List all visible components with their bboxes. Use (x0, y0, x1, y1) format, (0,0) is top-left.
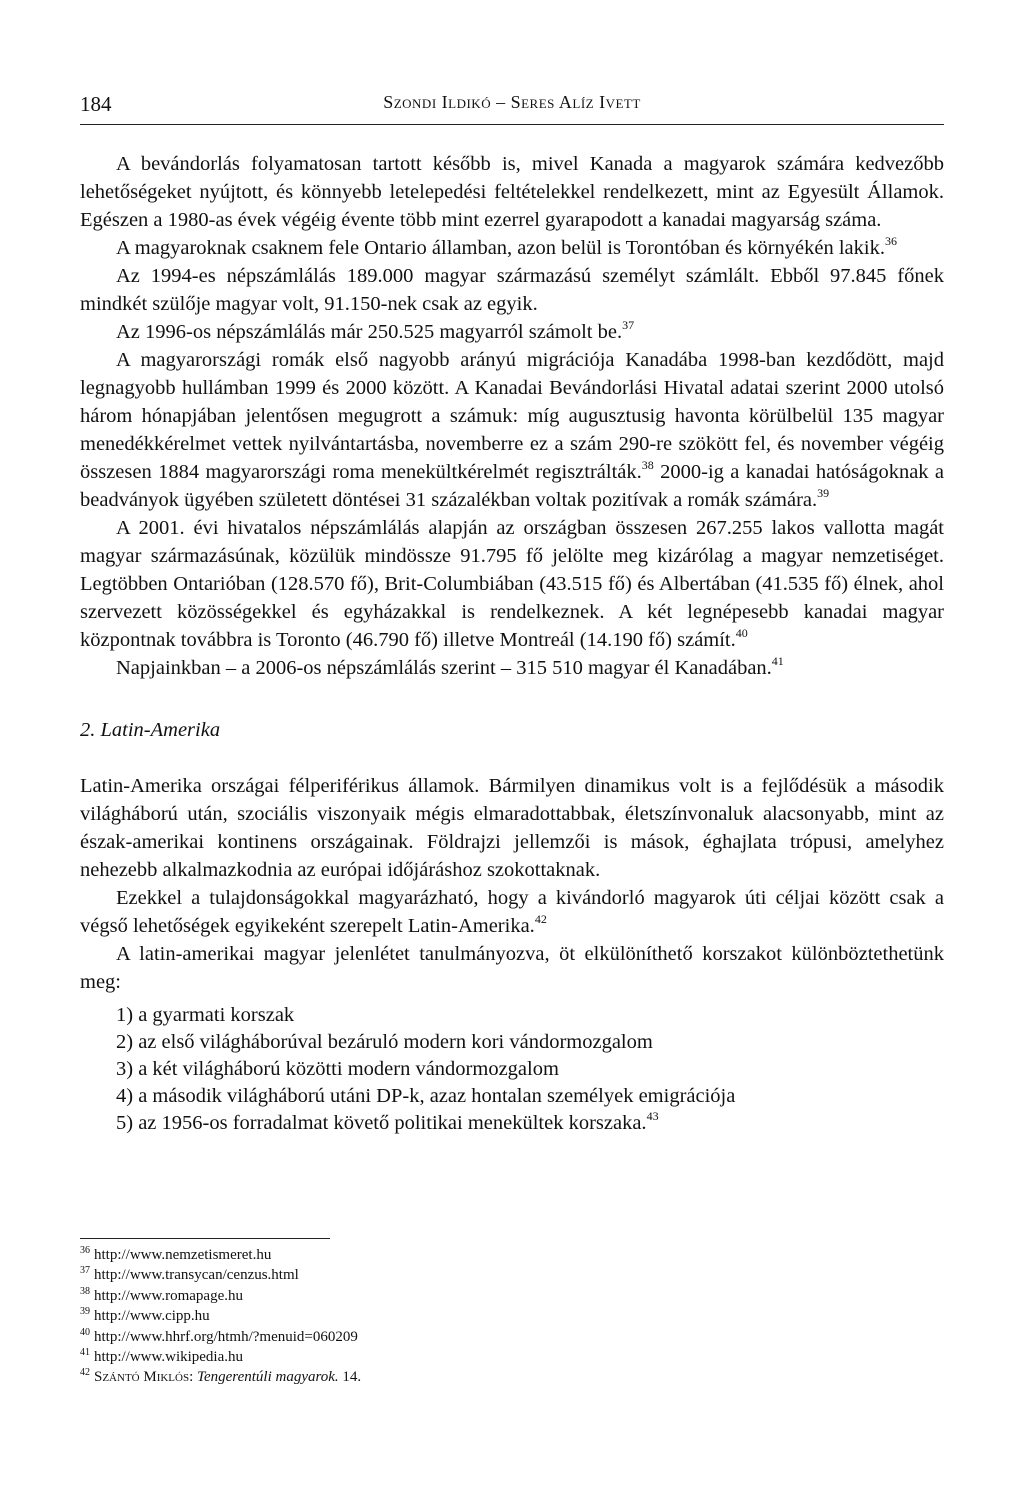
footnote-ref: 40 (735, 626, 748, 640)
page-number: 184 (80, 92, 112, 116)
paragraph: Napjainkban – a 2006-os népszámlálás szerint – 315 510 magyar él Kanadában.$^{41}$ (116, 654, 784, 679)
footnote-author: Szántó Miklós: (94, 1369, 194, 1386)
footnotes (80, 1245, 680, 1388)
footnote-divider (80, 1238, 330, 1239)
footnote-ref: 37 (622, 318, 635, 332)
footnote-link[interactable]: http://www.hhrf.org/htmh/?menuid=060209 (94, 1328, 358, 1345)
footnote-link[interactable]: http://www.nemzetismeret.hu (94, 1247, 272, 1263)
footnote-ref: 39 (817, 486, 830, 500)
paragraph: Az 1994-es népszámlálás 189.000 magyar származású személyt számlált. Ebből 97.845 főnek mindkét szülője magyar volt, 91.150-nek csak az egyik. (80, 265, 944, 315)
page-header (80, 88, 944, 125)
period-list (80, 1002, 944, 1137)
footnote-ref: 42 (534, 912, 547, 926)
list-item: 5) az 1956-os forradalmat követő politikai menekültek korszaka.$^{43}$ (116, 1109, 659, 1134)
paragraph: Latin-Amerika országai félperiférikus államok. Bármilyen dinamikus volt is a fejlődésük a második világháború után, szociális viszonyaik mégis elmaradottabbak, életszínvonaluk alacsonyabb, mint az észak-amerikai kontinens országainak. Földrajzi jellemzői is mások, éghajlata trópusi, amelyhez nehezebb alkalmazkodnia az európai időjáráshoz szokottaknak. (80, 775, 944, 881)
footnote-link[interactable]: http://www.wikipedia.hu (94, 1349, 244, 1366)
paragraph: A magyaroknak csaknem fele Ontario államban, azon belül is Torontóban és környékén lakik.$^{36}$ (116, 234, 897, 259)
paragraph: Ezekkel a tulajdonságokkal magyarázható, hogy a kivándorló magyarok úti céljai között csak a végső lehetőségek egyikeként szerepelt Latin-Amerika.$^{42}$ (80, 887, 944, 937)
footnote: $^{40}$ http://www.hhrf.org/htmh/?menuid=060209 (80, 1326, 358, 1345)
footnote-link[interactable]: http://www.cipp.hu (94, 1308, 210, 1325)
footnote: $^{37}$ http://www.transycan/cenzus.html (80, 1265, 299, 1284)
footnote-ref: 43 (646, 1109, 659, 1123)
list-item: 3) a két világháború közötti modern vándormozgalom (116, 1058, 559, 1080)
paragraph: A bevándorlás folyamatosan tartott később is, mivel Kanada a magyarok számára kedvezőbb lehetőségeket nyújtott, és könnyebb letelepedési feltételekkel rendelkezett, mint az Egyesült Államok. Egészen a 1980-as évek végéig évente több mint ezerrel gyarapodott a kanadai magyarság száma. (80, 153, 944, 231)
paragraph: A latin-amerikai magyar jelenlétet tanulmányozva, öt elkülöníthető korszakot különböztethetünk meg: (80, 943, 944, 993)
footnote: $^{41}$ http://www.wikipedia.hu (80, 1347, 244, 1366)
footnote: $^{39}$ http://www.cipp.hu (80, 1306, 210, 1325)
paragraph: A magyarországi romák első nagyobb arányú migrációja Kanadába 1998-ban kezdődött, majd legnagyobb hullámban 1999 és 2000 között. A Kanadai Bevándorlási Hivatal adatai szerint 2000 utolsó három hónapjában jelentősen megugrott a számuk: míg augusztusig havonta körülbelül 135 magyar menedékkérelmet vettek nyilvántartásba, novemberre ez a szám 290-re szökött fel, és november végéig összesen 1884 magyarországi roma menekültkérelmét regisztrálták.$^{38}$ 2000-ig a kanadai hatóságoknak a beadványok ügyében született döntései 31 százalékban voltak pozitívak a romák számára.$^{39}$ (80, 349, 945, 511)
section-title: 2. Latin-Amerika (80, 719, 221, 741)
list-item: 4) a második világháború utáni DP-k, azaz hontalan személyek emigrációja (116, 1085, 736, 1107)
footnote-title: Tengerentúli magyarok. (197, 1369, 339, 1386)
footnote: $^{36}$ http://www.nemzetismeret.hu (80, 1245, 272, 1263)
footnote: $^{38}$ http://www.romapage.hu (80, 1285, 243, 1304)
body-text (80, 150, 944, 1137)
paragraph: Az 1996-os népszámlálás már 250.525 magyarról számolt be.$^{37}$ (116, 318, 635, 343)
list-item: 2) az első világháborúval bezáruló modern kori vándormozgalom (116, 1031, 653, 1053)
footnote-link[interactable]: http://www.transycan/cenzus.html (94, 1267, 299, 1284)
running-head: Szondi Ildikó – Seres Alíz Ivett (383, 92, 641, 112)
list-item: 1) a gyarmati korszak (116, 1004, 295, 1026)
footnote-page: 14. (342, 1369, 362, 1386)
paragraph: A 2001. évi hivatalos népszámlálás alapján az országban összesen 267.255 lakos vallotta magát magyar származásúnak, közülük mindössze 91.795 fő jelölte meg kizárólag a magyar nemzetiséget. Legtöbben Ontarióban (128.570 fő), Brit-Columbiában (43.515 fő) és Albertában (41.535 fő) élnek, ahol szervezett közösségekkel és egyházakkal is rendelkeznek. A két legnépesebb kanadai magyar központnak továbbra is Toronto (46.790 fő) illetve Montreál (14.190 fő) számít.$^{40}$ (80, 517, 944, 651)
footnote-ref: 41 (771, 654, 784, 668)
footnote-link[interactable]: http://www.romapage.hu (94, 1287, 243, 1304)
footnote-ref: 36 (884, 234, 897, 248)
footnote-ref: 38 (641, 458, 654, 472)
footnote: $^{42}$ Szántó Miklós: Tengerentúli magyarok. 14. (80, 1367, 362, 1386)
